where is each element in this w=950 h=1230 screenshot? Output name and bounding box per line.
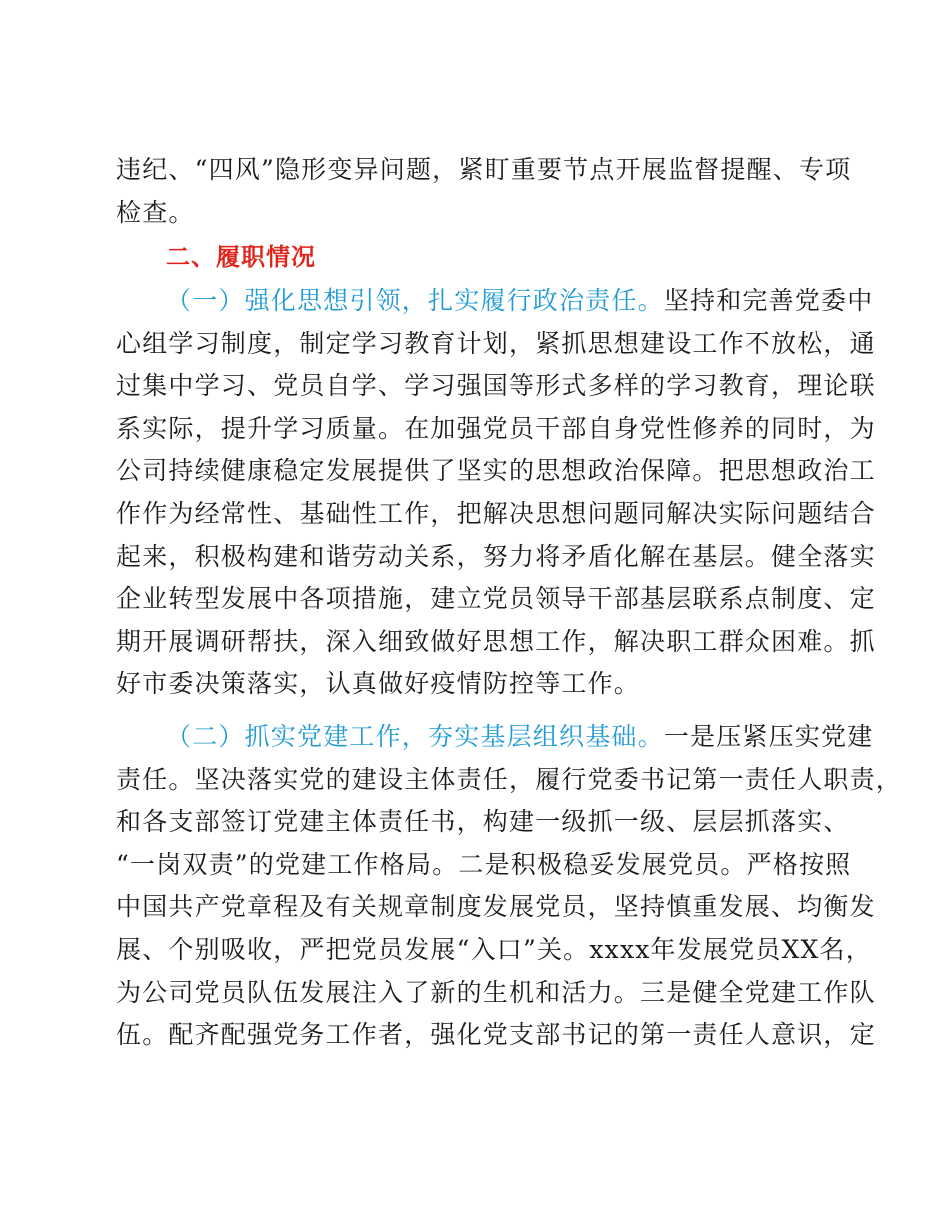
subsection-1-title: （一）强化思想引领，扎实履行政治责任。 <box>166 286 664 315</box>
text-line: 公司持续健康稳定发展提供了坚实的思想政治保障。把思想政治工 <box>116 456 876 486</box>
text-line: 检查。 <box>116 197 195 227</box>
text-line: 伍。配齐配强党务工作者，强化党支部书记的第一责任人意识，定 <box>116 1020 876 1050</box>
continuation-paragraph <box>116 149 852 234</box>
text-line: 违纪、“四风”隐形变异问题，紧盯重要节点开展监督提醒、专项 <box>116 155 852 184</box>
text-line: “一岗双责”的党建工作格局。二是积极稳妥发展党员。严格按照 <box>116 849 852 879</box>
paragraph-first-line <box>116 716 874 759</box>
text-line: 展、个别吸收，严把党员发展“入口”关。xxxx年发展党员XX名， <box>116 934 872 964</box>
text-line: 起来，积极构建和谐劳动关系，努力将矛盾化解在基层。健全落实 <box>116 541 876 571</box>
paragraph-first-line <box>116 280 874 323</box>
text-line: 过集中学习、党员自学、学习强国等形式多样的学习教育，理论联 <box>116 371 876 401</box>
subsection-2-first-line-text: 一是压紧压实党建 <box>663 722 874 751</box>
text-line: 系实际，提升学习质量。在加强党员干部自身党性修养的同时，为 <box>116 413 876 443</box>
subsection-1-paragraph <box>116 280 876 706</box>
text-line: 和各支部签订党建主体责任书，构建一级抓一级、层层抓落实、 <box>116 807 850 837</box>
text-line: 中国共产党章程及有关规章制度发展党员，坚持慎重发展、均衡发 <box>116 892 876 922</box>
text-line: 好市委决策落实，认真做好疫情防控等工作。 <box>116 669 641 699</box>
subsection-2-title: （二）抓实党建工作，夯实基层组织基础。 <box>166 722 664 751</box>
text-line: 期开展调研帮扶，深入细致做好思想工作，解决职工群众困难。抓 <box>116 626 876 656</box>
text-line: 为公司党员队伍发展注入了新的生机和活力。三是健全党建工作队 <box>116 977 876 1007</box>
text-line: 责任。坚决落实党的建设主体责任，履行党委书记第一责任人职责， <box>116 764 903 794</box>
text-line: 作作为经常性、基础性工作，把解决思想问题同解决实际问题结合 <box>116 498 876 528</box>
text-line: 企业转型发展中各项措施，建立党员领导干部基层联系点制度、定 <box>116 584 876 614</box>
subsection-2-paragraph <box>116 716 903 1057</box>
section-heading: 二、履职情况 <box>166 243 316 271</box>
subsection-1-first-line-text: 坚持和完善党委中 <box>663 286 874 315</box>
text-line: 心组学习制度，制定学习教育计划，紧抓思想建设工作不放松，通 <box>116 328 876 358</box>
